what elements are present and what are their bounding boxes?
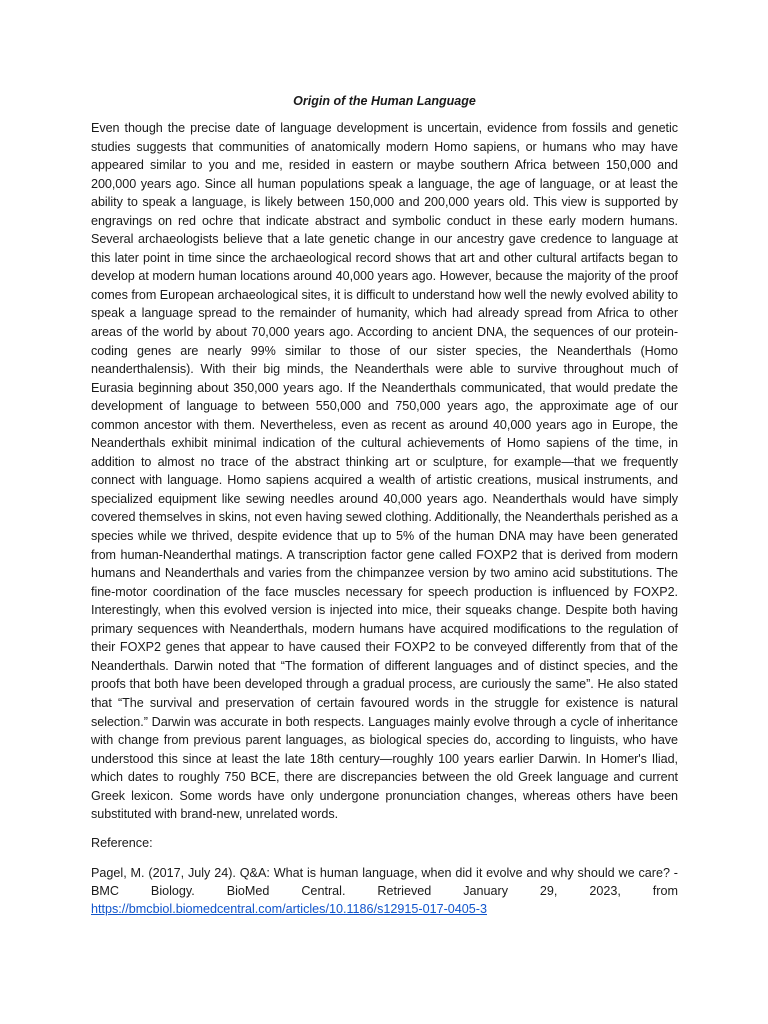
reference-citation: Pagel, M. (2017, July 24). Q&A: What is human language, when did it evolve and why should we care? - BMC Biology. BioMed Central. Retrieved January 29, 2023, from bbox=[91, 865, 678, 899]
reference-heading: Reference: bbox=[91, 835, 153, 850]
reference-link[interactable]: https://bmcbiol.biomedcentral.com/articles/10.1186/s12915-017-0405-3 bbox=[91, 902, 487, 917]
body-paragraph: Even though the precise date of language development is uncertain, evidence from fossils and genetic studies suggests that communities of anatomically modern Homo sapiens, or humans who may have appeared similar to you and me, resided in eastern or maybe southern Africa between 150,000 and 200,000 years ago. Since all human populations speak a language, the age of language, or at least the ability to speak a language, is likely between 150,000 and 200,000 years old. This view is supported by engravings on red ochre that indicate abstract and symbolic conduct in these early modern humans. Several archaeologists believe that a late genetic change in our ancestry gave credence to language at this later point in time since the archaeological record shows that art and other cultural artifacts began to develop at modern human locations around 40,000 years ago. However, because the majority of the proof comes from European archaeological sites, it is difficult to understand how well the newly evolved ability to speak a language spread to the remainder of humanity, which had already spread from Africa to other areas of the world by about 70,000 years ago. According to ancient DNA, the sequences of our protein-coding genes are nearly 99% similar to those of our sister species, the Neanderthals (Homo neanderthalensis). With their big minds, the Neanderthals were able to survive throughout much of Eurasia beginning about 350,000 years ago. If the Neanderthals communicated, that would predate the development of language to between 550,000 and 750,000 years ago, the approximate age of our common ancestor with them. Nevertheless, even as recent as around 40,000 years ago in Europe, the Neanderthals exhibit minimal indication of the cultural achievements of Homo sapiens of the time, in addition to almost no trace of the abstract thinking art or sculpture, for example—that we frequently connect with language. Homo sapiens acquired a wealth of artistic creations, musical instruments, and specialized equipment like sewing needles around 40,000 years ago. Neanderthals would have simply covered themselves in skins, not even having sewed clothing. Additionally, the Neanderthals perished as a species while we thrived, despite evidence that up to 5% of the human DNA may have been generated from human-Neanderthal matings. A transcription factor gene called FOXP2 that is derived from modern humans and Neanderthals and varies from the chimpanzee version by two amino acid substitutions. The fine-motor coordination of the face muscles necessary for speech production is influenced by FOXP2. Interestingly, when this evolved version is injected into mice, their squeaks change. Despite both having primary sequences with Neanderthals, modern humans have acquired modifications to the regulation of their FOXP2 genes that appear to have caused their FOXP2 to be conveyed differently from that of the Neanderthals. Darwin noted that “The formation of different languages and of distinct species, and the proofs that both have been developed through a gradual process, are curiously the same”. He also stated that “The survival and preservation of certain favoured words in the struggle for existence is natural selection.” Darwin was accurate in both respects. Languages mainly evolve through a cycle of inheritance with change from previous parent languages, as biological species do, according to linguists, who have understood this since at least the late 18th century—roughly 100 years earlier Darwin. In Homer's Iliad, which dates to roughly 750 BCE, there are discrepancies between the old Greek language and current Greek lexicon. Some words have only undergone pronunciation changes, whereas others have been substituted with brand-new, unrelated words. bbox=[91, 121, 678, 822]
document-title: Origin of the Human Language bbox=[293, 94, 476, 108]
document-page bbox=[91, 92, 678, 919]
